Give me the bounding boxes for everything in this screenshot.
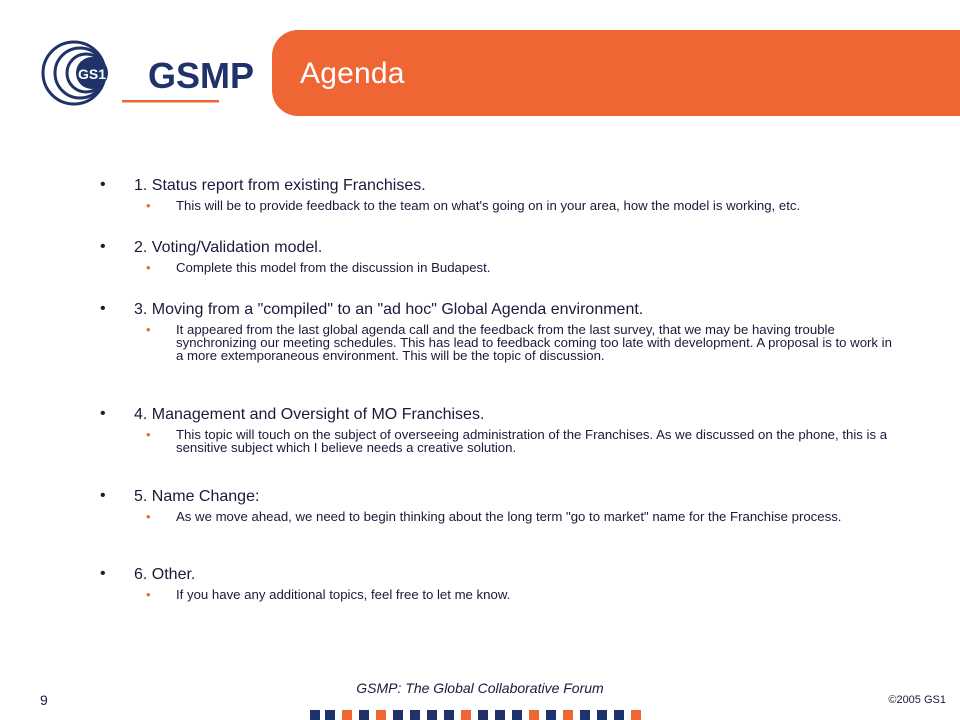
agenda-list: [100, 176, 900, 615]
sub-bullet-dot: •: [146, 509, 151, 524]
bullet-dot: •: [100, 238, 106, 255]
gs1-gsmp-logo: [40, 40, 255, 106]
agenda-item-5: [100, 487, 900, 565]
agenda-detail-text: It appeared from the last global agenda call and the feedback from the last survey, that we may be having trouble synchronizing our meeting schedules. This has lead to feedback coming too late with development. A proposal is to work in a more extemporaneous environment. This will be the topic of discussion.: [176, 322, 892, 364]
agenda-item-detail: [146, 428, 900, 454]
agenda-item-1: [100, 176, 900, 238]
agenda-item-detail: [146, 323, 900, 363]
footer-title: GSMP: The Global Collaborative Forum: [356, 680, 604, 696]
bullet-dot: •: [100, 565, 106, 582]
agenda-item-detail: [146, 510, 900, 523]
agenda-detail-text: This will be to provide feedback to the team on what's going on in your area, how the model is working, etc.: [176, 198, 801, 213]
agenda-item-4: [100, 405, 900, 487]
title-bar: [272, 30, 960, 116]
agenda-detail-text: This topic will touch on the subject of overseeing administration of the Franchises. As we discussed on the phone, this is a sensitive subject which I believe needs a creative solution.: [176, 427, 888, 456]
bullet-dot: •: [100, 300, 106, 317]
logo-gs1-text: GS1: [77, 66, 107, 82]
sub-bullet-dot: •: [146, 587, 151, 602]
sub-bullet-dot: •: [146, 260, 151, 275]
agenda-detail-text: If you have any additional topics, feel free to let me know.: [176, 587, 511, 602]
agenda-item-title: 3. Moving from a "compiled" to an "ad hoc" Global Agenda environment.: [134, 301, 644, 318]
agenda-item-2: [100, 238, 900, 300]
agenda-item-3: [100, 300, 900, 405]
bullet-dot: •: [100, 487, 106, 504]
agenda-item-title: 5. Name Change:: [134, 488, 260, 505]
bullet-dot: •: [100, 405, 106, 422]
agenda-detail-text: As we move ahead, we need to begin thinking about the long term "go to market" name for the Franchise process.: [176, 509, 842, 524]
logo-gsmp-text: GSMP: [148, 55, 255, 96]
bullet-dot: •: [100, 176, 106, 193]
agenda-item-title: 1. Status report from existing Franchises.: [134, 177, 426, 194]
agenda-item-detail: [146, 588, 900, 601]
agenda-item-detail: [146, 199, 900, 212]
copyright-notice: ©2005 GS1: [888, 694, 946, 706]
agenda-item-detail: [146, 261, 900, 274]
page-title: Agenda: [300, 57, 405, 90]
agenda-item-title: 2. Voting/Validation model.: [134, 239, 323, 256]
sub-bullet-dot: •: [146, 427, 151, 442]
sub-bullet-dot: •: [146, 322, 151, 337]
agenda-item-6: [100, 565, 900, 615]
agenda-item-title: 6. Other.: [134, 566, 196, 583]
sub-bullet-dot: •: [146, 198, 151, 213]
page-number: 9: [40, 692, 48, 708]
agenda-detail-text: Complete this model from the discussion in Budapest.: [176, 260, 491, 275]
agenda-item-title: 4. Management and Oversight of MO Franchises.: [134, 406, 485, 423]
footer-square-pattern: [310, 710, 650, 720]
